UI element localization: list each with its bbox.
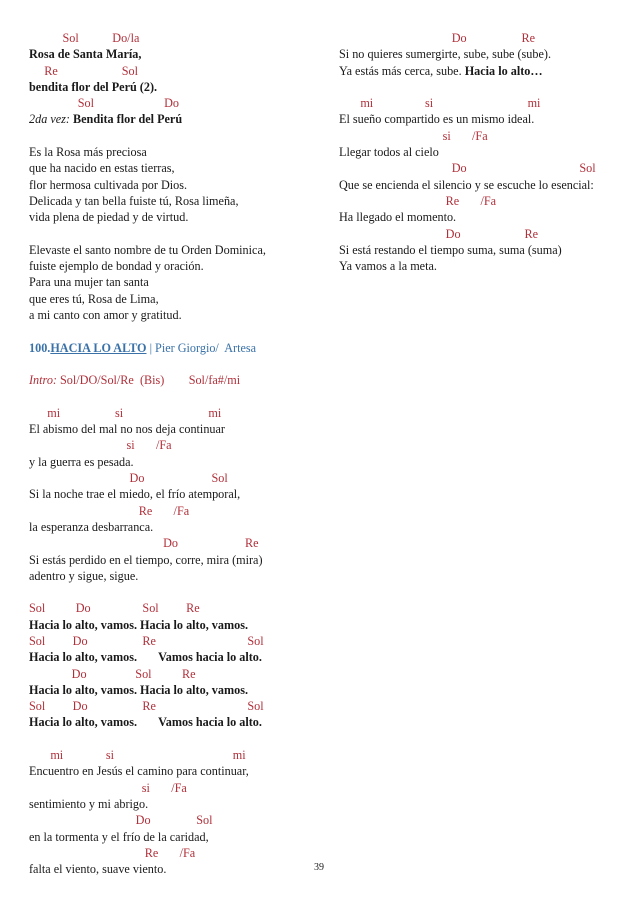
lyric-text: Ya estás más cerca, sube. xyxy=(339,63,465,78)
lyric-line: Para una mujer tan santa xyxy=(29,275,149,290)
lyric-line: Rosa de Santa María, xyxy=(29,47,142,62)
right-stanzas xyxy=(339,30,634,274)
lyric-line: Hacia lo alto, vamos. Vamos hacia lo alto. xyxy=(29,715,262,730)
right-column xyxy=(339,30,634,274)
page-number: 39 xyxy=(314,862,324,873)
lyric-line: Si está restando el tiempo suma, suma (suma) xyxy=(339,242,562,257)
second-time-text: Bendita flor del Perú xyxy=(73,112,183,127)
chord-line: Do Sol xyxy=(29,471,228,486)
lyric-line: la esperanza desbarranca. xyxy=(29,519,154,534)
lyric-line: Ha llegado el momento. xyxy=(339,210,457,225)
lyric-line: flor hermosa cultivada por Dios. xyxy=(29,177,188,192)
chord-line: Sol Do xyxy=(29,96,179,111)
chord-line: si /Fa xyxy=(29,438,172,453)
lyric-line: El sueño compartido es un mismo ideal. xyxy=(339,112,535,127)
chord-line: mi si mi xyxy=(29,748,246,763)
second-time-label: 2da vez: xyxy=(29,112,73,127)
intro-chords: Sol/DO/Sol/Re (Bis) Sol/fa#/mi xyxy=(56,373,241,388)
lyric-line: adentro y sigue, sigue. xyxy=(29,568,139,583)
lyric-line: Encuentro en Jesús el camino para continuar, xyxy=(29,764,249,779)
lyric-line: Es la Rosa más preciosa xyxy=(29,145,147,160)
lyric-bold-text: Hacia lo alto… xyxy=(464,63,543,78)
chord-line: Sol Do Re Sol xyxy=(29,699,264,714)
chord-line: Do Sol xyxy=(29,813,213,828)
lyric-line: bendita flor del Perú (2). xyxy=(29,79,158,94)
lyric-line: y la guerra es pesada. xyxy=(29,454,134,469)
lyric-line xyxy=(339,63,634,79)
lyric-line xyxy=(29,111,321,127)
lyric-line: Hacia lo alto, vamos. Hacia lo alto, vamos. xyxy=(29,617,249,632)
lyric-line: Hacia lo alto, vamos. Hacia lo alto, vamos. xyxy=(29,682,249,697)
chord-line: mi si mi xyxy=(339,96,541,111)
chord-line: Do Re xyxy=(339,31,536,45)
lyric-line: fuiste ejemplo de bondad y oración. xyxy=(29,259,204,274)
chord-line: Do Sol xyxy=(339,161,596,176)
lyric-line: Ya vamos a la meta. xyxy=(339,259,437,274)
lyric-line: que ha nacido en estas tierras, xyxy=(29,161,175,176)
chord-line: Re /Fa xyxy=(339,193,497,208)
song-author: | Pier Giorgio/ Artesa xyxy=(146,340,257,355)
song-title: HACIA LO ALTO xyxy=(50,340,147,355)
chorus xyxy=(29,600,321,730)
lyric-line: Delicada y tan bella fuiste tú, Rosa limeña, xyxy=(29,193,239,208)
lyric-line: que eres tú, Rosa de Lima, xyxy=(29,291,159,306)
chord-line: Sol Do Re Sol xyxy=(29,633,264,648)
lyric-line: falta el viento, suave viento. xyxy=(29,862,167,877)
lyric-line: Hacia lo alto, vamos. Vamos hacia lo alto. xyxy=(29,650,262,665)
lyric-line: El abismo del mal no nos deja continuar xyxy=(29,422,225,437)
chord-line: si /Fa xyxy=(339,128,488,143)
chord-line: si /Fa xyxy=(29,780,187,795)
chord-line: Sol Do/la xyxy=(29,31,140,45)
song-heading xyxy=(29,340,321,356)
stanza-1 xyxy=(29,405,321,584)
lyric-line: en la tormenta y el frío de la caridad, xyxy=(29,829,209,844)
lyric-line: Si la noche trae el miedo, el frío atemporal, xyxy=(29,487,241,502)
lyric-line: Si estás perdido en el tiempo, corre, mira (mira) xyxy=(29,552,263,567)
lyric-line: Elevaste el santo nombre de tu Orden Dominica, xyxy=(29,242,266,257)
intro-line xyxy=(29,372,321,388)
lyric-line: a mi canto con amor y gratitud. xyxy=(29,308,182,323)
chord-line: Re /Fa xyxy=(29,503,190,518)
chord-line: Do Sol Re xyxy=(29,666,196,681)
chord-line: Re /Fa xyxy=(29,845,196,860)
chord-line: Sol Do Sol Re xyxy=(29,601,200,616)
chord-line: Do Re xyxy=(29,536,259,551)
stanza-2 xyxy=(29,747,321,877)
intro-label: Intro: xyxy=(29,373,57,388)
left-column xyxy=(29,30,321,877)
lyric-line: Llegar todos al cielo xyxy=(339,145,439,160)
song-number: 100. xyxy=(29,340,51,355)
chord-line: Do Re xyxy=(339,226,539,241)
lyric-line: Si no quieres sumergirte, sube, sube (sube). xyxy=(339,47,552,62)
chord-line: mi si mi xyxy=(29,405,222,420)
chord-line: Re Sol xyxy=(29,63,139,78)
lyric-line: sentimiento y mi abrigo. xyxy=(29,796,149,811)
lyric-line: Que se encienda el silencio y se escuche lo esencial: xyxy=(339,177,594,192)
lyric-line: vida plena de piedad y de virtud. xyxy=(29,210,189,225)
